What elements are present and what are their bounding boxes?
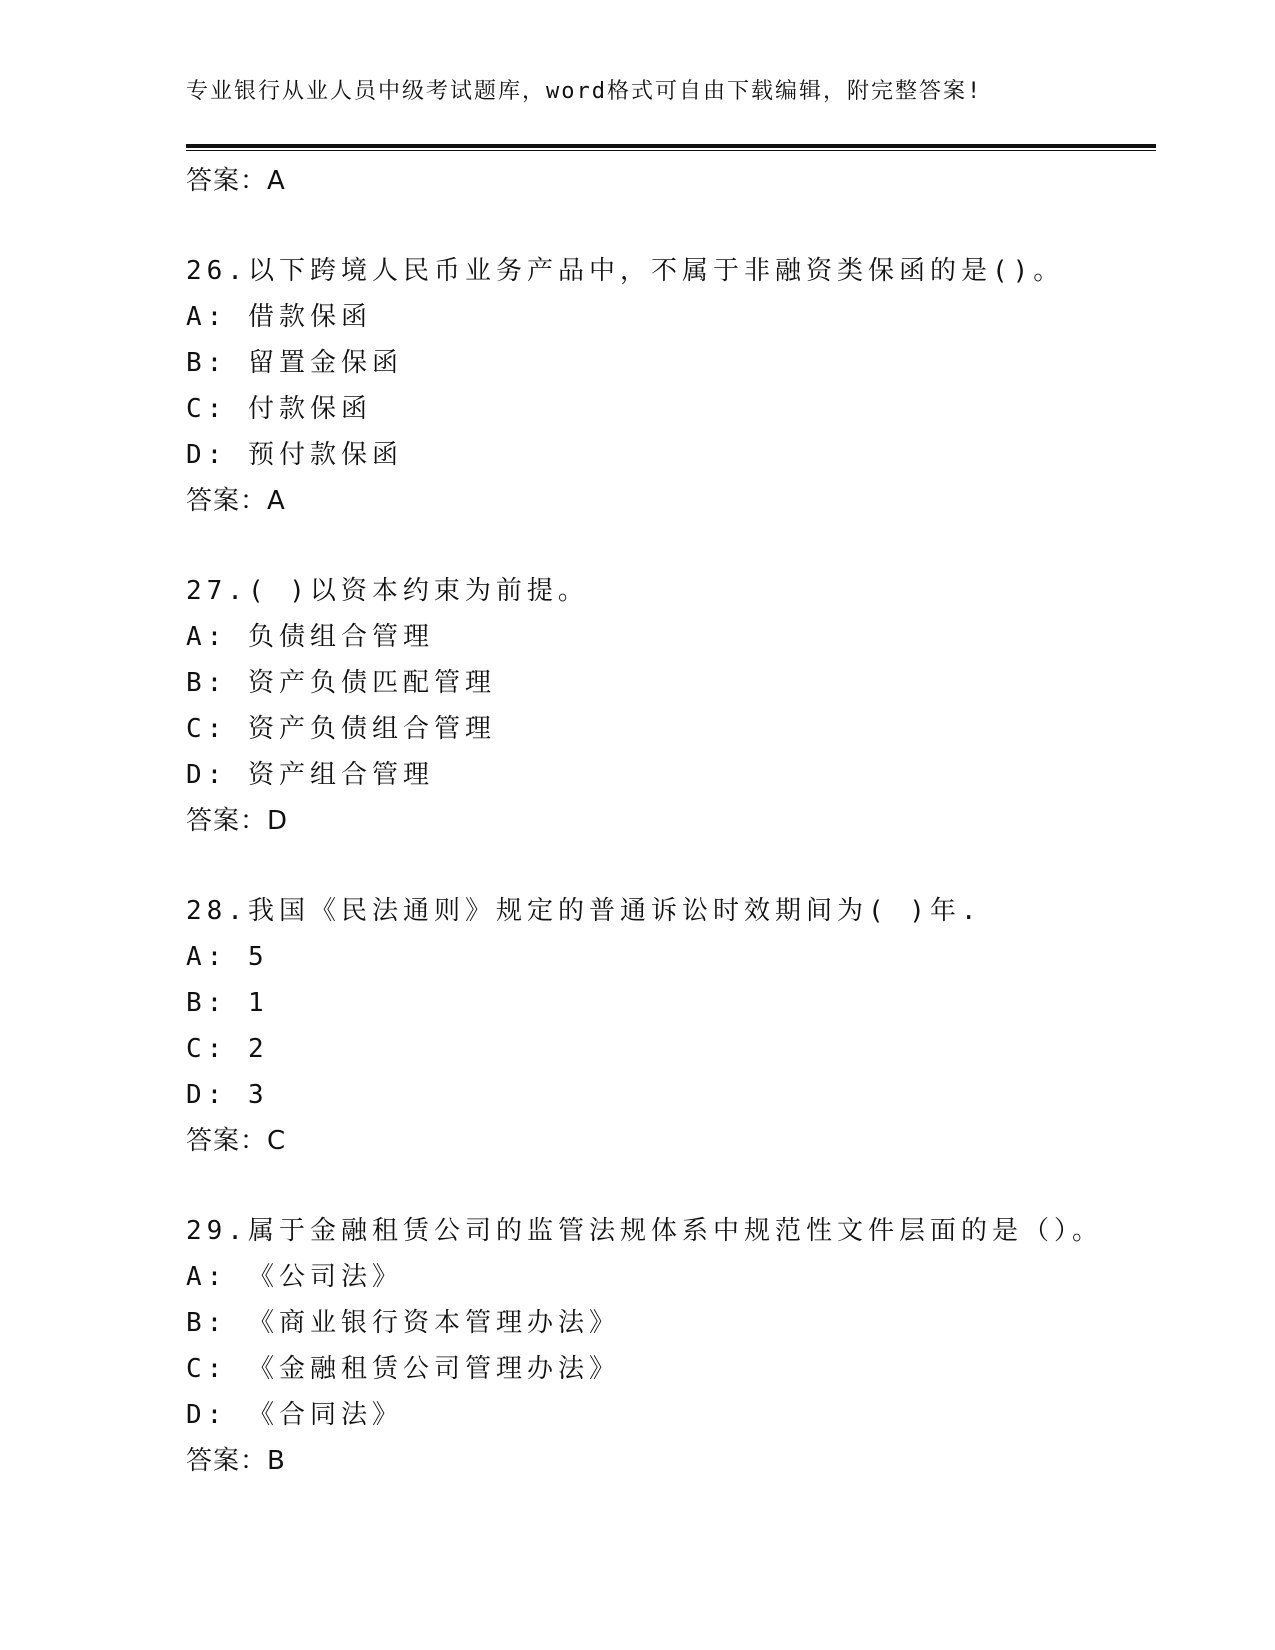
option-a: A: 5 xyxy=(186,942,269,972)
question-stem: 27.( )以资本约束为前提。 xyxy=(186,576,589,606)
question-28 xyxy=(186,888,1156,1164)
answer: 答案：D xyxy=(186,806,289,836)
option-c: C: 付款保函 xyxy=(186,394,372,424)
option-b: B: 留置金保函 xyxy=(186,348,403,378)
option-b: B: 资产负债匹配管理 xyxy=(186,668,496,698)
option-c: C: 资产负债组合管理 xyxy=(186,714,496,744)
option-c: C: 《金融租赁公司管理办法》 xyxy=(186,1354,620,1384)
question-stem: 28.我国《民法通则》规定的普通诉讼时效期间为( )年. xyxy=(186,896,982,926)
option-a: A: 《公司法》 xyxy=(186,1262,403,1292)
question-stem: 29.属于金融租赁公司的监管法规体系中规范性文件层面的是（）。 xyxy=(186,1216,1103,1246)
page-header: 专业银行从业人员中级考试题库，word格式可自由下载编辑，附完整答案! xyxy=(186,79,983,104)
question-stem: 26.以下跨境人民币业务产品中，不属于非融资类保函的是()。 xyxy=(186,256,1065,286)
option-d: D: 预付款保函 xyxy=(186,440,403,470)
option-b: B: 《商业银行资本管理办法》 xyxy=(186,1308,620,1338)
question-26 xyxy=(186,248,1156,524)
option-a: A: 借款保函 xyxy=(186,302,372,332)
option-a: A: 负债组合管理 xyxy=(186,622,434,652)
option-d: D: 3 xyxy=(186,1080,269,1110)
option-d: D: 资产组合管理 xyxy=(186,760,434,790)
header-divider xyxy=(186,144,1156,151)
option-b: B: 1 xyxy=(186,988,269,1018)
question-27 xyxy=(186,568,1156,844)
answer: 答案：C xyxy=(186,1126,287,1156)
option-d: D: 《合同法》 xyxy=(186,1400,403,1430)
question-list xyxy=(186,158,1156,1484)
answer: 答案：B xyxy=(186,1446,286,1476)
previous-answer: 答案：A xyxy=(186,166,286,196)
answer: 答案：A xyxy=(186,486,286,516)
question-29 xyxy=(186,1208,1156,1484)
option-c: C: 2 xyxy=(186,1034,269,1064)
